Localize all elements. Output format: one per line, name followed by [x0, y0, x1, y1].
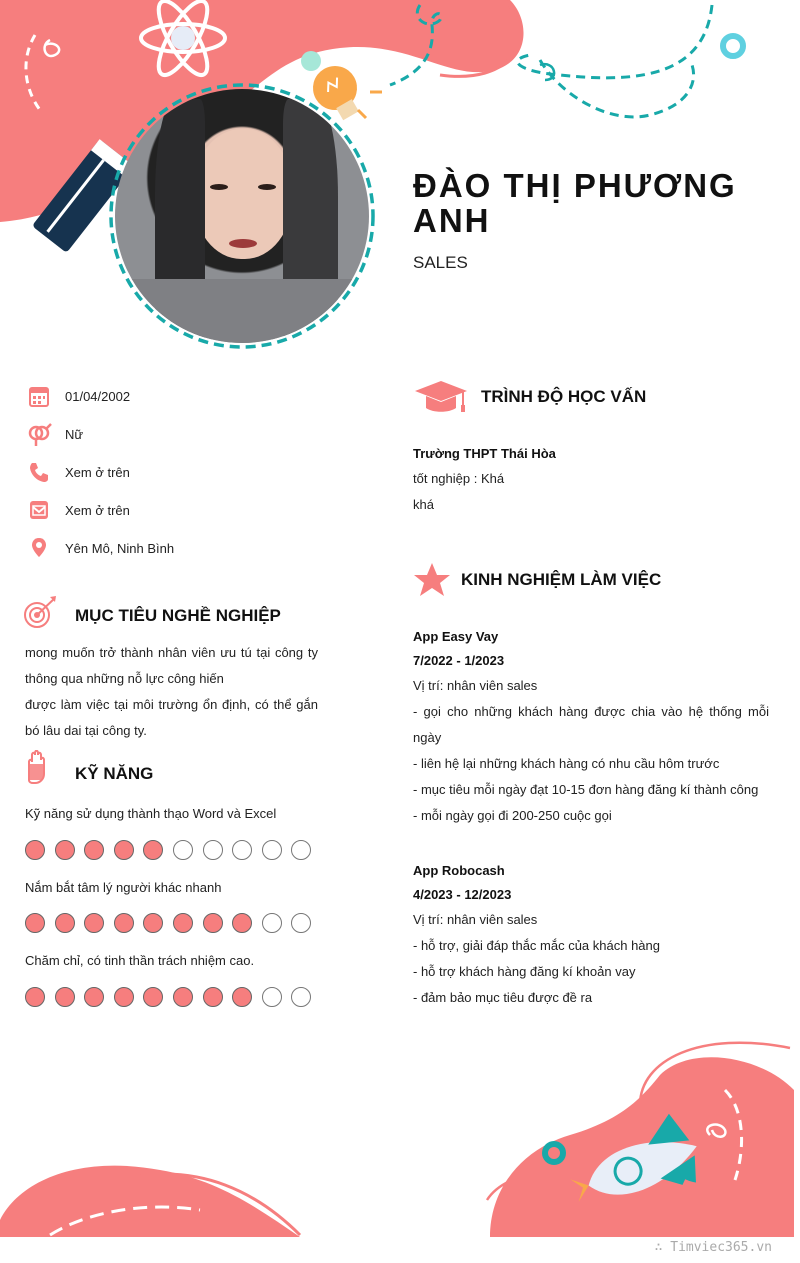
- experience-title: KINH NGHIỆM LÀM VIỆC: [461, 570, 662, 589]
- email-icon: [25, 498, 53, 524]
- job-1-period: 7/2022 - 1/2023: [413, 653, 505, 668]
- education-title: TRÌNH ĐỘ HỌC VẤN: [481, 387, 647, 406]
- rating-dot-empty: [291, 913, 311, 933]
- address-text: Yên Mô, Ninh Bình: [65, 541, 175, 556]
- job-1-company: App Easy Vay: [413, 629, 499, 644]
- rating-dot-filled: [114, 913, 134, 933]
- rating-dot-filled: [232, 913, 252, 933]
- skill-rating-1: [25, 840, 325, 862]
- rating-dot-filled: [173, 987, 193, 1007]
- rating-dot-filled: [232, 987, 252, 1007]
- rating-dot-filled: [114, 987, 134, 1007]
- job-2-period: 4/2023 - 12/2023: [413, 887, 512, 902]
- calendar-icon: [25, 384, 53, 410]
- job-2-role: Vị trí: nhân viên sales: [413, 912, 538, 927]
- footer-brand: ∴ Timviec365.vn: [654, 1240, 772, 1255]
- job-2-task-3: - đảm bảo mục tiêu được đề ra: [413, 990, 593, 1005]
- phone-icon: [25, 460, 53, 486]
- position-title: SALES: [413, 253, 468, 272]
- rating-dot-empty: [173, 840, 193, 860]
- candidate-name: ĐÀO THỊ PHƯƠNG ANH: [413, 167, 737, 239]
- job-1-task-2: - liên hệ lại những khách hàng có nhu cầu hôm trước: [413, 756, 720, 771]
- job-2-company: App Robocash: [413, 863, 505, 878]
- job-1-task-4: - mỗi ngày gọi đi 200-250 cuộc gọi: [413, 808, 612, 823]
- rating-dot-filled: [55, 913, 75, 933]
- objective-line-1: mong muốn trở thành nhân viên ưu tú tại công ty thông qua những nỗ lực công hiến: [25, 645, 318, 686]
- info-phone: [25, 460, 355, 486]
- rating-dot-empty: [262, 987, 282, 1007]
- education-line-2: khá: [413, 497, 434, 512]
- rating-dot-filled: [114, 840, 134, 860]
- rating-dot-filled: [25, 840, 45, 860]
- rating-dot-empty: [203, 840, 223, 860]
- footer-decoration: [0, 1030, 800, 1240]
- rating-dot-filled: [84, 987, 104, 1007]
- skills-title: KỸ NĂNG: [75, 764, 154, 783]
- rating-dot-filled: [25, 913, 45, 933]
- rating-dot-filled: [84, 840, 104, 860]
- graduation-cap-icon: [413, 380, 469, 414]
- job-2-task-2: - hỗ trợ khách hàng đăng kí khoản vay: [413, 964, 636, 979]
- rating-dot-filled: [143, 840, 163, 860]
- job-1-task-3: - mục tiêu mỗi ngày đạt 10-15 đơn hàng đăng kí thành công: [413, 782, 759, 797]
- email-text: Xem ở trên: [65, 503, 130, 518]
- hand-icon: [23, 750, 49, 786]
- rating-dot-empty: [262, 840, 282, 860]
- location-pin-icon: [25, 536, 53, 562]
- school-name: Trường THPT Thái Hòa: [413, 446, 556, 461]
- rating-dot-filled: [25, 987, 45, 1007]
- job-2-task-1: - hỗ trợ, giải đáp thắc mắc của khách hàng: [413, 938, 660, 953]
- info-gender: [25, 422, 355, 448]
- rating-dot-empty: [291, 987, 311, 1007]
- info-address: [25, 536, 355, 562]
- birthdate-text: 01/04/2002: [65, 389, 131, 404]
- rating-dot-empty: [232, 840, 252, 860]
- skill-rating-2: [25, 913, 325, 935]
- education-line-1: tốt nghiệp : Khá: [413, 471, 505, 486]
- job-1-role: Vị trí: nhân viên sales: [413, 678, 538, 693]
- rating-dot-filled: [55, 840, 75, 860]
- gender-icon: [25, 422, 53, 448]
- info-birthdate: [25, 384, 355, 410]
- phone-text: Xem ở trên: [65, 465, 130, 480]
- rating-dot-filled: [203, 913, 223, 933]
- rating-dot-filled: [55, 987, 75, 1007]
- star-icon: [413, 562, 451, 598]
- info-email: [25, 498, 355, 524]
- target-icon: [22, 595, 60, 631]
- skill-rating-3: [25, 987, 325, 1009]
- rating-dot-filled: [143, 987, 163, 1007]
- rating-dot-filled: [173, 913, 193, 933]
- skill-label-3: Chăm chỉ, có tinh thần trách nhiệm cao.: [25, 953, 255, 968]
- skill-label-2: Nắm bắt tâm lý người khác nhanh: [25, 880, 222, 895]
- job-1-task-1: - gọi cho những khách hàng được chia vào hệ thống mỗi ngày: [413, 704, 769, 745]
- rating-dot-empty: [291, 840, 311, 860]
- rating-dot-filled: [84, 913, 104, 933]
- objective-title: MỤC TIÊU NGHỀ NGHIỆP: [75, 606, 281, 625]
- avatar-photo: [115, 89, 369, 343]
- gender-text: Nữ: [65, 427, 84, 442]
- objective-line-2: được làm việc tại môi trường ổn định, có thể gắn bó lâu dai tại công ty.: [25, 697, 318, 738]
- rating-dot-filled: [143, 913, 163, 933]
- rating-dot-filled: [203, 987, 223, 1007]
- rating-dot-empty: [262, 913, 282, 933]
- skill-label-1: Kỹ năng sử dụng thành thạo Word và Excel: [25, 806, 277, 821]
